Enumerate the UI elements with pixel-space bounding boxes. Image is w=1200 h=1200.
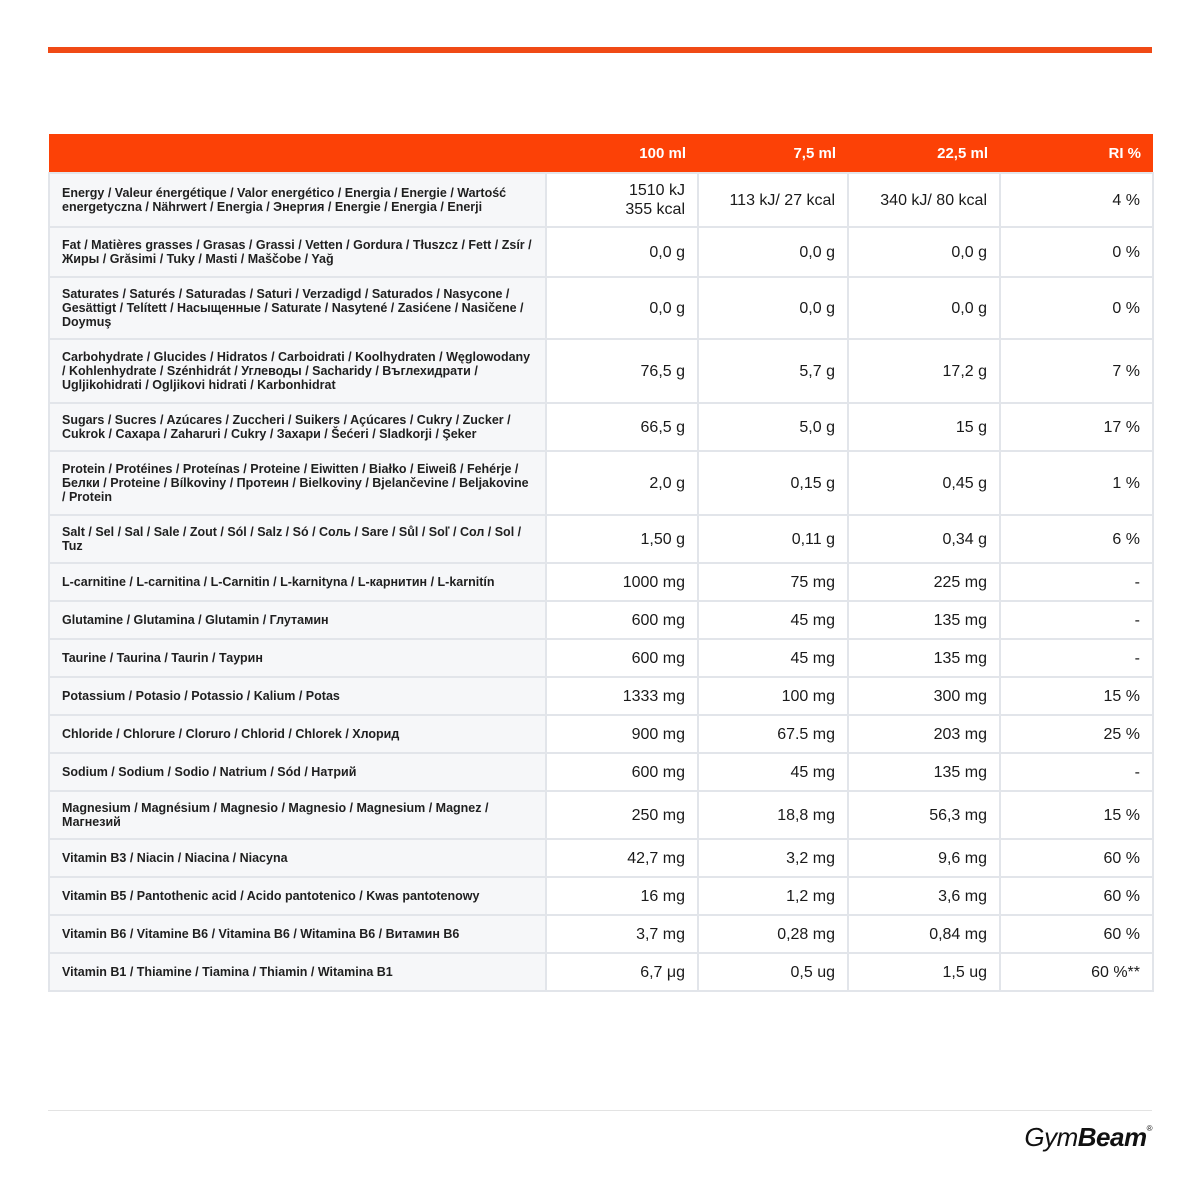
value-7-5ml: 1,2 mg bbox=[698, 877, 848, 915]
value-100ml: 0,0 g bbox=[546, 227, 698, 277]
value-7-5ml: 5,7 g bbox=[698, 339, 848, 403]
table-row bbox=[49, 173, 1153, 227]
value-22-5ml: 135 mg bbox=[848, 753, 1000, 791]
value-22-5ml: 340 kJ/ 80 kcal bbox=[848, 173, 1000, 227]
value-100ml: 66,5 g bbox=[546, 403, 698, 451]
value-22-5ml: 56,3 mg bbox=[848, 791, 1000, 839]
value-ri: - bbox=[1000, 639, 1153, 677]
value-7-5ml: 45 mg bbox=[698, 601, 848, 639]
nutrient-name: Vitamin B1 / Thiamine / Tiamina / Thiamin / Witamina B1 bbox=[49, 953, 546, 991]
value-100ml: 2,0 g bbox=[546, 451, 698, 515]
value-100ml: 0,0 g bbox=[546, 277, 698, 339]
value-ri: 25 % bbox=[1000, 715, 1153, 753]
bottom-divider bbox=[48, 1110, 1152, 1111]
value-ri: - bbox=[1000, 563, 1153, 601]
value-7-5ml: 0,0 g bbox=[698, 227, 848, 277]
value-22-5ml: 0,45 g bbox=[848, 451, 1000, 515]
value-ri: - bbox=[1000, 601, 1153, 639]
value-ri: 60 % bbox=[1000, 915, 1153, 953]
value-22-5ml: 15 g bbox=[848, 403, 1000, 451]
value-100ml-kj: 1510 kJ bbox=[628, 182, 685, 199]
logo-gym: Gym bbox=[1024, 1122, 1078, 1152]
value-ri: 17 % bbox=[1000, 403, 1153, 451]
table-row bbox=[49, 451, 1153, 515]
value-7-5ml: 3,2 mg bbox=[698, 839, 848, 877]
logo-beam: Beam bbox=[1077, 1122, 1147, 1152]
nutrient-name: L-carnitine / L-carnitina / L-Carnitin / L-karnityna / L-карнитин / L-karnitín bbox=[49, 563, 546, 601]
table-row bbox=[49, 339, 1153, 403]
nutrition-table bbox=[48, 134, 1154, 992]
value-22-5ml: 0,34 g bbox=[848, 515, 1000, 563]
value-100ml: 1000 mg bbox=[546, 563, 698, 601]
value-22-5ml: 0,0 g bbox=[848, 277, 1000, 339]
value-7-5ml: 113 kJ/ 27 kcal bbox=[698, 173, 848, 227]
nutrient-name: Glutamine / Glutamina / Glutamin / Глутамин bbox=[49, 601, 546, 639]
table-header-row bbox=[49, 134, 1153, 173]
value-100ml: 16 mg bbox=[546, 877, 698, 915]
table-row bbox=[49, 915, 1153, 953]
value-ri: 4 % bbox=[1000, 173, 1153, 227]
value-100ml: 600 mg bbox=[546, 639, 698, 677]
table-row bbox=[49, 715, 1153, 753]
value-ri: 60 % bbox=[1000, 877, 1153, 915]
table-row bbox=[49, 403, 1153, 451]
value-22-5ml: 17,2 g bbox=[848, 339, 1000, 403]
gymbeam-logo bbox=[1024, 1122, 1152, 1153]
top-accent-rule bbox=[48, 47, 1152, 53]
table-row bbox=[49, 277, 1153, 339]
value-7-5ml: 0,5 ug bbox=[698, 953, 848, 991]
value-22-5ml: 135 mg bbox=[848, 639, 1000, 677]
value-22-5ml: 0,0 g bbox=[848, 227, 1000, 277]
nutrient-name: Energy / Valeur énergétique / Valor energético / Energia / Energie / Wartość energetyczna / Nährwert / Energia / Энергия / Energie / Energia / Enerji bbox=[49, 173, 546, 227]
table-row bbox=[49, 563, 1153, 601]
value-22-5ml: 3,6 mg bbox=[848, 877, 1000, 915]
value-7-5ml: 0,28 mg bbox=[698, 915, 848, 953]
value-7-5ml: 0,11 g bbox=[698, 515, 848, 563]
value-100ml: 900 mg bbox=[546, 715, 698, 753]
value-22-5ml: 1,5 ug bbox=[848, 953, 1000, 991]
value-7-5ml: 100 mg bbox=[698, 677, 848, 715]
value-100ml: 1,50 g bbox=[546, 515, 698, 563]
header-ri: RI % bbox=[1000, 134, 1153, 173]
value-ri: 60 % bbox=[1000, 839, 1153, 877]
value-100ml bbox=[546, 173, 698, 227]
value-100ml: 6,7 μg bbox=[546, 953, 698, 991]
nutrient-name: Sugars / Sucres / Azúcares / Zuccheri / Suikers / Açúcares / Cukry / Zucker / Cukrok / Сахара / Zaharuri / Cukry / Захари / Šećeri / Sladkorji / Şeker bbox=[49, 403, 546, 451]
value-22-5ml: 9,6 mg bbox=[848, 839, 1000, 877]
value-100ml: 250 mg bbox=[546, 791, 698, 839]
value-ri: 60 %** bbox=[1000, 953, 1153, 991]
value-ri: - bbox=[1000, 753, 1153, 791]
value-100ml: 1333 mg bbox=[546, 677, 698, 715]
value-7-5ml: 0,0 g bbox=[698, 277, 848, 339]
table-row bbox=[49, 227, 1153, 277]
value-22-5ml: 225 mg bbox=[848, 563, 1000, 601]
nutrient-name: Vitamin B6 / Vitamine B6 / Vitamina B6 / Witamina B6 / Витамин B6 bbox=[49, 915, 546, 953]
value-ri: 6 % bbox=[1000, 515, 1153, 563]
value-100ml: 3,7 mg bbox=[546, 915, 698, 953]
value-100ml-kcal: 355 kcal bbox=[625, 201, 685, 218]
value-100ml: 600 mg bbox=[546, 601, 698, 639]
value-22-5ml: 300 mg bbox=[848, 677, 1000, 715]
table-row bbox=[49, 601, 1153, 639]
header-22-5ml: 22,5 ml bbox=[848, 134, 1000, 173]
table-row bbox=[49, 677, 1153, 715]
header-100ml: 100 ml bbox=[546, 134, 698, 173]
value-7-5ml: 45 mg bbox=[698, 753, 848, 791]
nutrient-name: Saturates / Saturés / Saturadas / Saturi / Verzadigd / Saturados / Nasycone / Gesättigt / Telített / Насыщенные / Saturate / Nasytené / Zasićene / Nasičene / Doymuş bbox=[49, 277, 546, 339]
nutrition-table-container bbox=[48, 134, 1152, 992]
table-row bbox=[49, 639, 1153, 677]
nutrient-name: Chloride / Chlorure / Cloruro / Chlorid / Chlorek / Хлорид bbox=[49, 715, 546, 753]
nutrient-name: Potassium / Potasio / Potassio / Kalium / Potas bbox=[49, 677, 546, 715]
value-ri: 0 % bbox=[1000, 277, 1153, 339]
value-22-5ml: 135 mg bbox=[848, 601, 1000, 639]
value-100ml: 76,5 g bbox=[546, 339, 698, 403]
nutrient-name: Magnesium / Magnésium / Magnesio / Magnesio / Magnesium / Magnez / Магнезий bbox=[49, 791, 546, 839]
nutrient-name: Vitamin B3 / Niacin / Niacina / Niacyna bbox=[49, 839, 546, 877]
nutrient-name: Taurine / Taurina / Taurin / Таурин bbox=[49, 639, 546, 677]
value-7-5ml: 75 mg bbox=[698, 563, 848, 601]
value-22-5ml: 203 mg bbox=[848, 715, 1000, 753]
table-row bbox=[49, 515, 1153, 563]
table-row bbox=[49, 953, 1153, 991]
table-row bbox=[49, 839, 1153, 877]
header-7-5ml: 7,5 ml bbox=[698, 134, 848, 173]
value-7-5ml: 0,15 g bbox=[698, 451, 848, 515]
nutrient-name: Carbohydrate / Glucides / Hidratos / Carboidrati / Koolhydraten / Węglowodany / Kohlenhydrate / Szénhidrát / Углеводы / Sacharidy / Въглехидрати / Ugljikohidrati / Ogljikovi hidrati / Karbonhidrat bbox=[49, 339, 546, 403]
table-row bbox=[49, 753, 1153, 791]
value-7-5ml: 18,8 mg bbox=[698, 791, 848, 839]
value-7-5ml: 67.5 mg bbox=[698, 715, 848, 753]
value-ri: 15 % bbox=[1000, 677, 1153, 715]
value-100ml: 600 mg bbox=[546, 753, 698, 791]
logo-registered-mark: ® bbox=[1146, 1124, 1152, 1133]
header-name bbox=[49, 134, 546, 173]
table-row bbox=[49, 791, 1153, 839]
nutrient-name: Sodium / Sodium / Sodio / Natrium / Sód / Натрий bbox=[49, 753, 546, 791]
value-ri: 1 % bbox=[1000, 451, 1153, 515]
nutrient-name: Vitamin B5 / Pantothenic acid / Acido pantotenico / Kwas pantotenowy bbox=[49, 877, 546, 915]
value-7-5ml: 45 mg bbox=[698, 639, 848, 677]
value-7-5ml: 5,0 g bbox=[698, 403, 848, 451]
value-100ml: 42,7 mg bbox=[546, 839, 698, 877]
value-ri: 0 % bbox=[1000, 227, 1153, 277]
nutrient-name: Protein / Protéines / Proteínas / Proteine / Eiwitten / Białko / Eiweiß / Fehérje / Белки / Proteine / Bílkoviny / Протеин / Bielkoviny / Bjelančevine / Beljakovine / Protein bbox=[49, 451, 546, 515]
table-row bbox=[49, 877, 1153, 915]
value-ri: 7 % bbox=[1000, 339, 1153, 403]
nutrient-name: Salt / Sel / Sal / Sale / Zout / Sól / Salz / Só / Соль / Sare / Sůl / Soľ / Сол / Sol / Tuz bbox=[49, 515, 546, 563]
value-22-5ml: 0,84 mg bbox=[848, 915, 1000, 953]
value-ri: 15 % bbox=[1000, 791, 1153, 839]
nutrient-name: Fat / Matières grasses / Grasas / Grassi / Vetten / Gordura / Tłuszcz / Fett / Zsír / Жиры / Grăsimi / Tuky / Masti / Maščobe / Yağ bbox=[49, 227, 546, 277]
